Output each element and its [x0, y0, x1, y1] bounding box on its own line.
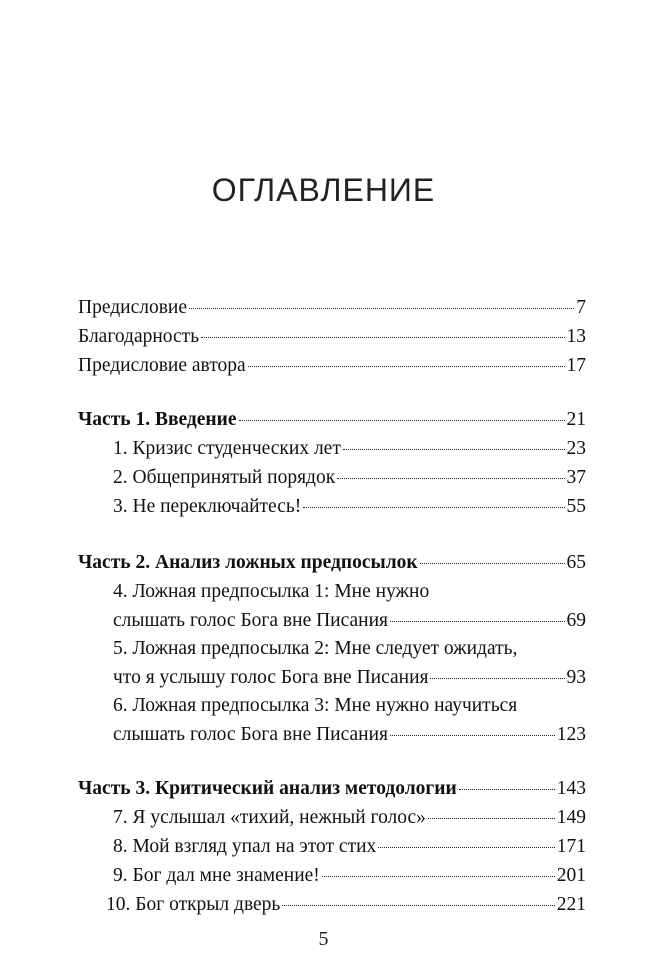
toc-entry-page: 171 — [556, 836, 586, 857]
toc-chapter-10[interactable] — [106, 893, 586, 917]
dot-leader — [390, 621, 565, 622]
toc-entry-label-line2: что я услышу голос Бога вне Писания — [113, 667, 429, 688]
toc-entry-page: 221 — [556, 894, 586, 915]
toc-entry-page: 149 — [556, 807, 586, 828]
toc-chapter-8[interactable] — [113, 835, 586, 859]
toc-entry-page: 13 — [566, 326, 586, 347]
toc-entry-page: 201 — [556, 865, 586, 886]
toc-entry-label-line2: слышать голос Бога вне Писания — [113, 610, 388, 631]
toc-entry-author-preface[interactable] — [78, 354, 586, 378]
dot-leader — [420, 563, 565, 564]
toc-entry-page: 17 — [566, 355, 586, 376]
toc-part-1[interactable] — [78, 408, 586, 432]
dot-leader — [430, 678, 564, 679]
toc-entry-foreword[interactable] — [78, 296, 586, 320]
toc-chapter-2[interactable] — [113, 466, 586, 490]
toc-entry-label: 8. Мой взгляд упал на этот стих — [113, 836, 377, 857]
toc-entry-label-line2: слышать голос Бога вне Писания — [113, 724, 388, 745]
toc-entry-label-line1: 4. Ложная предпосылка 1: Мне нужно — [113, 581, 430, 602]
toc-entry-label: 10. Бог открыл дверь — [106, 894, 281, 915]
toc-entry-label: 7. Я услышал «тихий, нежный голос» — [113, 807, 426, 828]
toc-entry-page: 65 — [566, 552, 586, 573]
toc-chapter-7[interactable] — [113, 806, 586, 830]
toc-part-label: Часть 1. Введение — [78, 409, 237, 430]
dot-leader — [428, 818, 555, 819]
toc-entry-acknowledgements[interactable] — [78, 325, 586, 349]
toc-chapter-1[interactable] — [113, 437, 586, 461]
toc-entry-label: 1. Кризис студенческих лет — [113, 438, 341, 459]
toc-entry-label: Благодарность — [78, 326, 200, 347]
page-title: ОГЛАВЛЕНИЕ — [211, 172, 436, 208]
toc-entry-page: 23 — [566, 438, 586, 459]
toc-entry-page: 69 — [566, 610, 586, 631]
dot-leader — [201, 337, 564, 338]
dot-leader — [337, 478, 564, 479]
toc-entry-page: 55 — [566, 496, 586, 517]
dot-leader — [459, 789, 555, 790]
toc-chapter-3[interactable] — [113, 495, 586, 519]
toc-part-label: Часть 3. Критический анализ методологии — [78, 778, 457, 799]
toc-entry-label-line1: 5. Ложная предпосылка 2: Мне следует ожидать, — [113, 638, 518, 659]
toc-entry-label: 9. Бог дал мне знамение! — [113, 865, 320, 886]
dot-leader — [282, 905, 554, 906]
dot-leader — [322, 876, 555, 877]
toc-entry-label: 2. Общепринятый порядок — [113, 467, 336, 488]
toc-entry-label: Предисловие автора — [78, 355, 246, 376]
toc-part-label: Часть 2. Анализ ложных предпосылок — [78, 552, 418, 573]
toc-entry-page: 93 — [566, 667, 586, 688]
toc-chapter-6[interactable] — [113, 694, 586, 747]
toc-chapter-4[interactable] — [113, 580, 586, 633]
toc-entry-label-line1: 6. Ложная предпосылка 3: Мне нужно научиться — [113, 695, 518, 716]
toc-part-3[interactable] — [78, 777, 586, 801]
toc-part-2[interactable] — [78, 551, 586, 575]
dot-leader — [239, 420, 565, 421]
toc-entry-page: 7 — [576, 297, 586, 318]
dot-leader — [189, 308, 574, 309]
toc-entry-page: 123 — [556, 724, 586, 745]
toc-entry-label: 3. Не переключайтесь! — [113, 496, 302, 517]
dot-leader — [303, 507, 564, 508]
toc-chapter-9[interactable] — [113, 864, 586, 888]
toc-entry-page: 37 — [566, 467, 586, 488]
dot-leader — [378, 847, 554, 848]
dot-leader — [248, 366, 565, 367]
toc-entry-label: Предисловие — [78, 297, 188, 318]
toc-chapter-5[interactable] — [113, 637, 586, 690]
toc-entry-page: 21 — [566, 409, 586, 430]
dot-leader — [343, 449, 565, 450]
page-number: 5 — [318, 928, 329, 950]
dot-leader — [390, 735, 555, 736]
toc-entry-page: 143 — [556, 778, 586, 799]
